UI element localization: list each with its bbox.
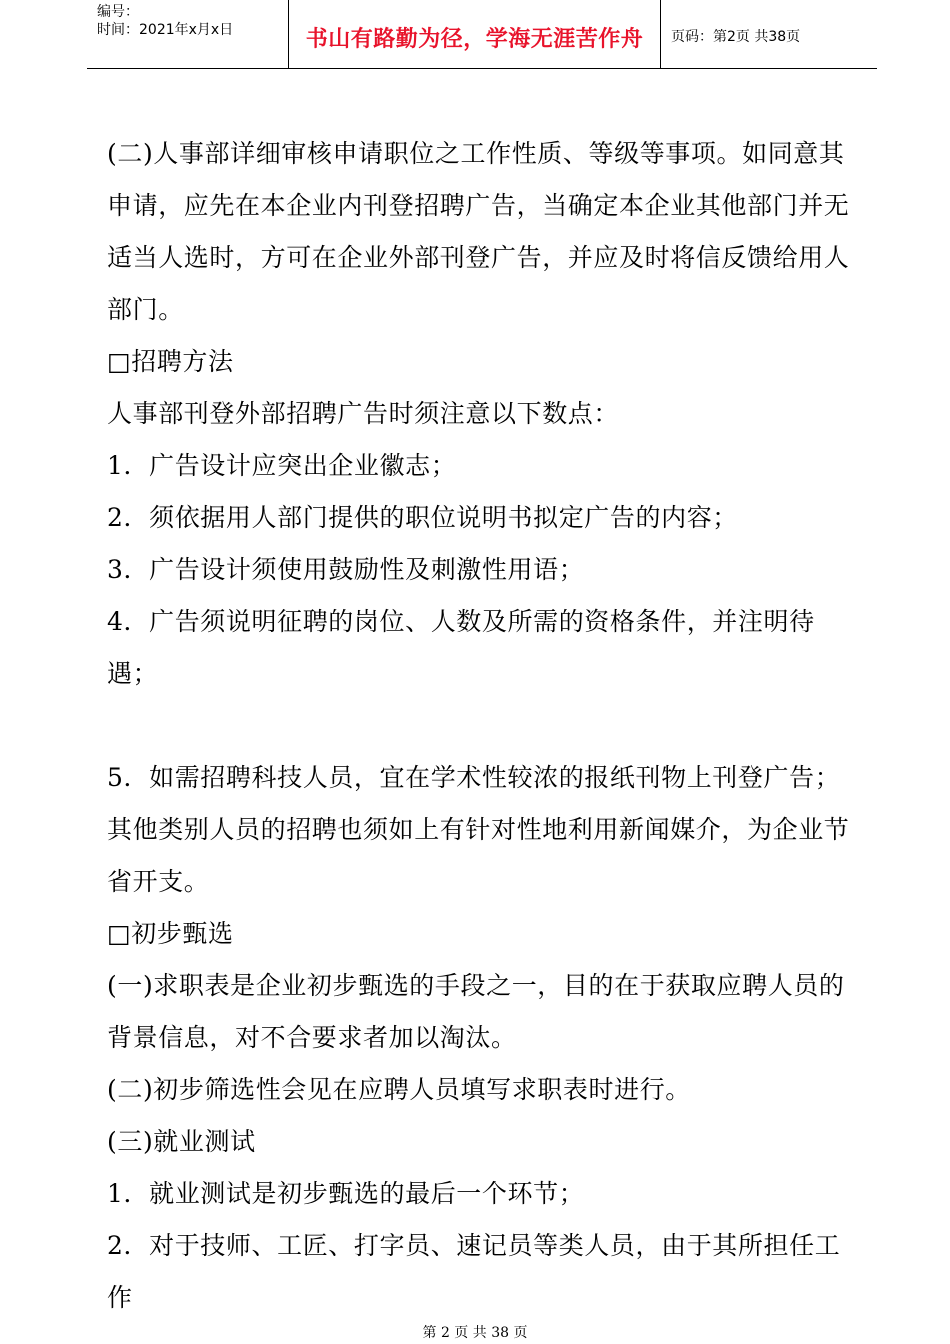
list-item: 5．如需招聘科技人员，宜在学术性较浓的报纸刊物上刊登广告；其他类别人员的招聘也须如上有针对性地利用新闻媒介，为企业节省开支。 <box>107 763 850 896</box>
section-heading: □招聘方法 <box>107 347 234 376</box>
header-motto: 书山有路勤为径，学海无涯苦作舟 <box>305 27 644 52</box>
header-page-cell <box>661 0 877 68</box>
list-item: 1．广告设计应突出企业徽志； <box>107 451 457 480</box>
blank-line <box>107 700 859 752</box>
list-item: 3．广告设计须使用鼓励性及刺激性用语； <box>107 555 585 584</box>
paragraph: (二)初步筛选性会见在应聘人员填写求职表时进行。 <box>107 1075 691 1104</box>
paragraph: 人事部刊登外部招聘广告时须注意以下数点： <box>107 399 620 428</box>
list-item: 4．广告须说明征聘的岗位、人数及所需的资格条件，并注明待遇； <box>107 607 815 688</box>
section-heading: □初步甄选 <box>107 919 234 948</box>
header-motto-cell <box>289 0 661 68</box>
list-item: 2．对于技师、工匠、打字员、速记员等类人员，由于其所担任工作 <box>107 1231 841 1312</box>
paragraph: (三)就业测试 <box>107 1127 256 1156</box>
paragraph: (二)人事部详细审核申请职位之工作性质、等级等事项。如同意其申请，应先在本企业内刊登招聘广告，当确定本企业其他部门并无适当人选时，方可在企业外部刊登广告，并应及时将信反馈给用人部门。 <box>107 139 850 324</box>
serial-label: 编号： <box>97 4 139 20</box>
document-body <box>107 128 859 1324</box>
page-footer: 第 2 页 共 38 页 <box>422 1325 528 1341</box>
header-info-cell <box>87 0 289 68</box>
time-label: 时间：2021年x月x日 <box>97 22 234 38</box>
header-page-info: 页码：第2页 共38页 <box>671 29 801 45</box>
page-header <box>87 0 877 69</box>
list-item: 2．须依据用人部门提供的职位说明书拟定广告的内容； <box>107 503 738 532</box>
list-item: 1．就业测试是初步甄选的最后一个环节； <box>107 1179 585 1208</box>
paragraph: (一)求职表是企业初步甄选的手段之一，目的在于获取应聘人员的背景信息，对不合要求者加以淘汰。 <box>107 971 845 1052</box>
